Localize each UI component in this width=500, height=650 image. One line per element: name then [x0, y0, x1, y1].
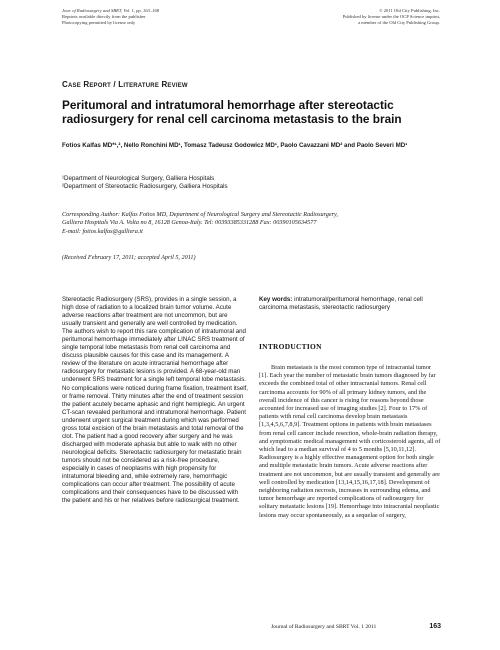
- introduction-body: Brain metastasis is the most common type of intracranial tumor [1]. Each year the number of metastatic brain tumors diagnosed by far exceeds the combined total of other intracranial tumors. Renal cell carcinoma accounts for 90% of all primary kidney tumors, and the overall incidence of this cancer is rising for reasons beyond those accounted for increased use of imaging studies [2]. Four to 17% of patients with renal cell carcinoma develop brain metastasis [1,3,4,5,6,7,8,9]. Treatment options in patients with brain metastases from renal cell cancer include resection, whole-brain radiation therapy, and symptomatic medical management with corticosteroid agents, all of which lead to a median survival of 4 to 5 months [5,10,11,12]. Radiosurgery is a highly effective management option for both single and multiple metastatic brain tumors. Acute adverse reactions after treatment are not uncommon, but are usually transient and generally are well controlled by medication [13,14,15,16,17,18]. Development of neighboring radiation necrosis, increases in surrounding edema, and tumor hemorrhage are reported complications of radiosurgery for solitary metastatic lesions [19]. Hemorrhage into intracranial neoplastic lesions may occur spontaneously, as a sequelae of surgery,: [259, 364, 441, 519]
- copyright-line: © 2011 Old City Publishing, Inc.: [379, 8, 440, 13]
- correspondence-email: E-mail: fotios.kalfas@galliera.it: [62, 227, 143, 235]
- affiliation-1: ¹Department of Neurological Surgery, Galliera Hospitals: [62, 175, 215, 182]
- affiliation-2: ²Department of Stereotactic Radiosurgery, Galliera Hospitals: [62, 183, 228, 191]
- affiliations: [62, 175, 442, 192]
- footer-journal: Journal of Radiosurgery and SBRT Vol. 1 2011: [271, 624, 377, 630]
- introduction-heading: INTRODUCTION: [259, 342, 322, 351]
- received-dates: (Received February 17, 2011; accepted April 5, 2011): [62, 254, 196, 261]
- correspondence-line-1: Corresponding Author: Kalfas Fotios MD, Department of Neurological Surgery and Stereotactic Radiosurgery,: [62, 211, 338, 218]
- keywords: [259, 296, 441, 312]
- article-title: Peritumoral and intratumoral hemorrhage after stereotactic radiosurgery for renal cell carcinoma metastasis to the brain: [62, 98, 402, 126]
- article-type-label: Case Report / Literature Review: [62, 80, 188, 89]
- journal-header-left: [62, 8, 252, 25]
- photocopy-note: Photocopying permitted by license only: [62, 19, 136, 25]
- keywords-label: Key words:: [259, 296, 293, 303]
- journal-header-right: [240, 8, 440, 25]
- keywords-text: intratumoral/peritumoral hemorrhage, renal cell carcinoma metastasis, stereotactic radiosurgery: [259, 296, 423, 312]
- publisher-group-line: a member of the Old City Publishing Group.: [358, 19, 440, 25]
- abstract-text: Stereotactic Radiosurgery (SRS), provides in a single session, a high dose of radiation to a localized brain tumor volume. Acute adverse reactions after treatment are not uncommon, but are usually transient and generally are well controlled by medication. The authors wish to report this rare complication of intratumoral and peritumoral hemorrhage immediately after LINAC SRS treatment of single temporal lobe metastasis from renal cell carcinoma and discuss plausible causes for this case and its management. A review of the literature on acute intracranial hemorrhage after radiosurgery for metastatic lesions is provided. A 68-year-old man underwent SRS treatment for a single left temporal lobe metastasis. No complications were noticed during frame fixation, treatment itself, or frame removal. Thirty minutes after the end of treatment session the patient acutely became aphasic and right hemiplegic. An urgent CT-scan revealed peritumoral and intratumoral hemorrhage. Patient underwent urgent surgical treatment during which was performed gross total excision of the brain metastasis and total removal of the clot. The patient had a good recovery after surgery and he was discharged with moderate aphasia but able to walk with no other neurological deficits. Stereotactic radiosurgery for metastatic brain tumors should not be considered as a risk-free procedure, especially in cases of neoplasms with high propensity for intratumoral bleeding and, while extremely rare, hemorrhagic complications can occur after treatment. The possibility of acute complications and their consequences have to be discussed with the patient and his or her relatives before radiosurgical treatment.: [62, 296, 249, 505]
- correspondence-block: [62, 211, 442, 236]
- journal-citation: Jour. of Radiosurgery and SBRT, Vol. 1, pp. 163–168: [62, 8, 160, 13]
- page-number: 163: [429, 623, 441, 630]
- reprints-note: Reprints available directly from the publisher: [62, 13, 146, 19]
- correspondence-line-2: Galliera Hospitals Via A. Volta no 8, 16128 Genoa-Italy. Tel: 00393385331288 Fax: 00390105634577: [62, 219, 317, 227]
- license-line: Published by license under the OCP Science imprint,: [342, 13, 440, 19]
- author-list: Fotios Kalfas MD*¹,², Nello Ronchini MD¹, Tomasz Tadeusz Godowicz MD¹, Paolo Cavazzani MD² and Paolo Severi MD¹: [62, 142, 408, 149]
